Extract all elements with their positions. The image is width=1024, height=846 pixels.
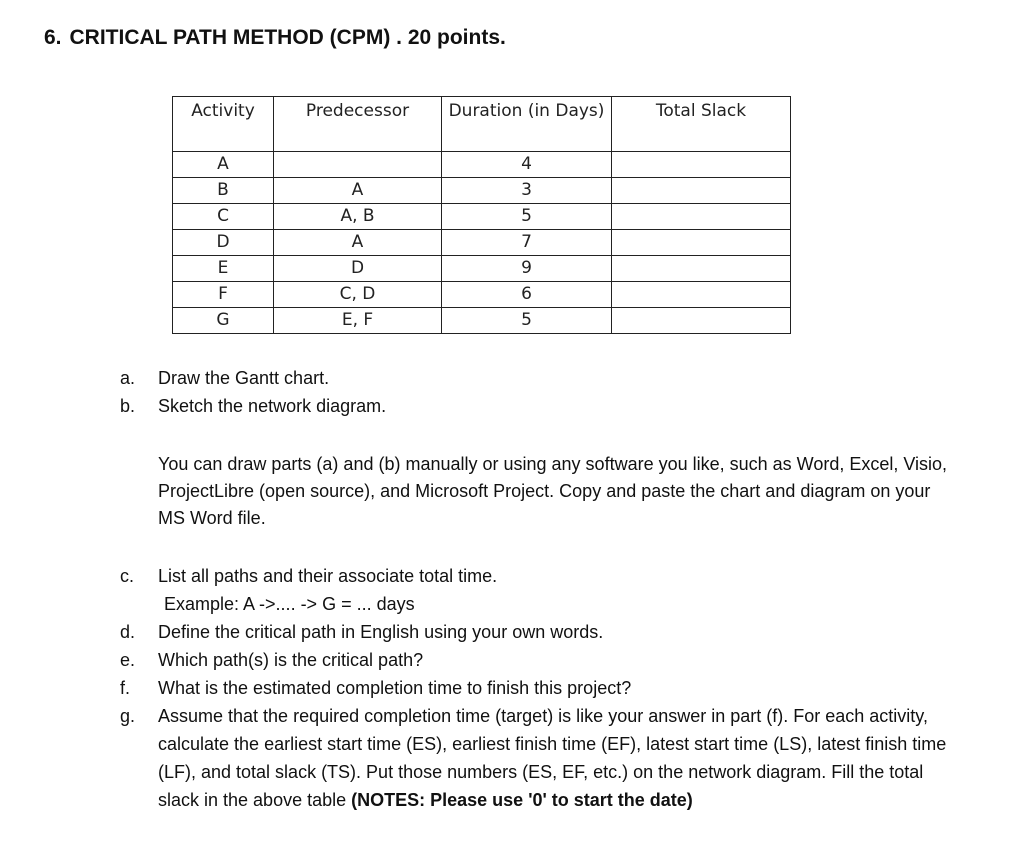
question-label: c. (120, 566, 135, 586)
question-text: Define the critical path in English using your own words. (158, 622, 604, 642)
cell-activity: E (173, 256, 274, 282)
cell-slack[interactable] (612, 152, 791, 178)
question-text: Assume that the required completion time (target) is like your answer in part (f). For each activity, calculate the earliest start time (ES), earliest finish time (EF), latest start time (LS), latest finish time (LF), and total slack (TS). Put those numbers (ES, EF, etc.) on the network diagram. Fill the total slack in the above table (158, 706, 947, 810)
cell-slack[interactable] (612, 256, 791, 282)
question-g (120, 702, 960, 814)
cell-activity: A (173, 152, 274, 178)
question-title: CRITICAL PATH METHOD (CPM) . 20 points. (69, 26, 506, 49)
question-label: g. (120, 706, 136, 726)
question-label: a. (120, 368, 136, 388)
cell-duration: 9 (442, 256, 612, 282)
question-label: b. (120, 396, 136, 416)
header-duration: Duration (in Days) (442, 97, 612, 152)
question-number: 6. (44, 26, 62, 49)
cell-slack[interactable] (612, 178, 791, 204)
activity-table (172, 96, 791, 334)
table-row (173, 204, 791, 230)
question-c (120, 562, 960, 590)
question-text: Sketch the network diagram. (158, 396, 387, 416)
question-c-example (120, 590, 960, 618)
cell-predecessor: A, B (274, 204, 442, 230)
table-row (173, 308, 791, 334)
cell-slack[interactable] (612, 230, 791, 256)
questions-ab (120, 364, 960, 420)
question-text: Draw the Gantt chart. (158, 368, 330, 388)
question-e (120, 646, 960, 674)
table-row (173, 230, 791, 256)
cell-slack[interactable] (612, 282, 791, 308)
header-activity: Activity (173, 97, 274, 152)
cell-predecessor: D (274, 256, 442, 282)
header-predecessor: Predecessor (274, 97, 442, 152)
question-text: List all paths and their associate total time. (158, 566, 498, 586)
table-row (173, 282, 791, 308)
question-heading (44, 26, 506, 50)
question-text: Which path(s) is the critical path? (158, 650, 424, 670)
cell-duration: 5 (442, 308, 612, 334)
cell-predecessor: A (274, 230, 442, 256)
header-total-slack: Total Slack (612, 97, 791, 152)
question-label: e. (120, 650, 136, 670)
example-text: Example: A ->.... -> G = ... days (164, 594, 415, 614)
cell-predecessor (274, 152, 442, 178)
cell-activity: C (173, 204, 274, 230)
question-label: f. (120, 678, 131, 698)
cell-duration: 7 (442, 230, 612, 256)
table-row (173, 152, 791, 178)
cell-duration: 3 (442, 178, 612, 204)
cell-activity: D (173, 230, 274, 256)
cell-activity: F (173, 282, 274, 308)
cell-slack[interactable] (612, 204, 791, 230)
question-f (120, 674, 960, 702)
question-b (120, 392, 960, 420)
cell-duration: 5 (442, 204, 612, 230)
questions-cg (120, 562, 960, 814)
cell-activity: B (173, 178, 274, 204)
cell-duration: 6 (442, 282, 612, 308)
table-row (173, 256, 791, 282)
cell-activity: G (173, 308, 274, 334)
cell-predecessor: E, F (274, 308, 442, 334)
cell-predecessor: A (274, 178, 442, 204)
software-note: You can draw parts (a) and (b) manually or using any software you like, such as Word, Excel, Visio, ProjectLibre (open source), and Microsoft Project. Copy and paste the chart and diagram on your MS Word file. (158, 454, 948, 528)
table-row (173, 178, 791, 204)
question-text: What is the estimated completion time to finish this project? (158, 678, 632, 698)
question-d (120, 618, 960, 646)
cell-predecessor: C, D (274, 282, 442, 308)
question-label: d. (120, 622, 136, 642)
question-note: (NOTES: Please use '0' to start the date) (351, 790, 693, 810)
question-a (120, 364, 960, 392)
cell-duration: 4 (442, 152, 612, 178)
cell-slack[interactable] (612, 308, 791, 334)
table-header-row (173, 97, 791, 152)
